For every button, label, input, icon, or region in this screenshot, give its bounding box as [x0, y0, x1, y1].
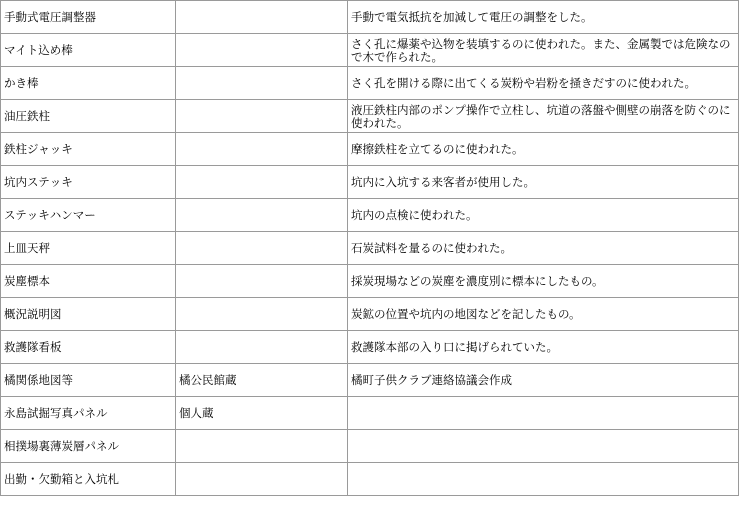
item-owner-cell	[176, 34, 348, 67]
item-name-cell: かき棒	[1, 67, 176, 100]
item-name-cell: 炭塵標本	[1, 265, 176, 298]
item-name-cell: 相撲場裏薄炭層パネル	[1, 430, 176, 463]
item-owner-cell: 橘公民館蔵	[176, 364, 348, 397]
table-row	[1, 166, 739, 199]
item-owner-cell	[176, 1, 348, 34]
table-row	[1, 1, 739, 34]
item-name-cell: 手動式電圧調整器	[1, 1, 176, 34]
table-row	[1, 67, 739, 100]
item-description-cell: 石炭試料を量るのに使われた。	[348, 232, 739, 265]
item-owner-cell	[176, 265, 348, 298]
item-name-cell: 上皿天秤	[1, 232, 176, 265]
table-row	[1, 430, 739, 463]
item-name-cell: 坑内ステッキ	[1, 166, 176, 199]
item-owner-cell	[176, 100, 348, 133]
item-description-cell: 坑内に入坑する来客者が使用した。	[348, 166, 739, 199]
item-name-cell: 概況説明図	[1, 298, 176, 331]
table-row	[1, 232, 739, 265]
table-row	[1, 199, 739, 232]
item-description-cell: さく孔を開ける際に出てくる炭粉や岩粉を掻きだすのに使われた。	[348, 67, 739, 100]
item-owner-cell	[176, 199, 348, 232]
item-description-cell	[348, 463, 739, 496]
table-row	[1, 463, 739, 496]
table-row	[1, 100, 739, 133]
item-name-cell: 救護隊看板	[1, 331, 176, 364]
item-owner-cell	[176, 133, 348, 166]
table-row	[1, 331, 739, 364]
table-row	[1, 298, 739, 331]
table-row	[1, 133, 739, 166]
item-description-cell: 坑内の点検に使われた。	[348, 199, 739, 232]
item-name-cell: ステッキハンマー	[1, 199, 176, 232]
item-description-cell: 手動で電気抵抗を加減して電圧の調整をした。	[348, 1, 739, 34]
item-name-cell: 永島試掘写真パネル	[1, 397, 176, 430]
item-owner-cell	[176, 430, 348, 463]
table-row	[1, 397, 739, 430]
item-name-cell: 油圧鉄柱	[1, 100, 176, 133]
item-description-cell: 摩擦鉄柱を立てるのに使われた。	[348, 133, 739, 166]
table-row	[1, 34, 739, 67]
item-description-cell: 炭鉱の位置や坑内の地図などを記したもの。	[348, 298, 739, 331]
item-owner-cell	[176, 463, 348, 496]
item-description-cell: 救護隊本部の入り口に掲げられていた。	[348, 331, 739, 364]
item-owner-cell: 個人蔵	[176, 397, 348, 430]
item-owner-cell	[176, 331, 348, 364]
item-description-cell: さく孔に爆薬や込物を装填するのに使われた。また、金属製では危険なので木で作られた。	[348, 34, 739, 67]
item-name-cell: マイト込め棒	[1, 34, 176, 67]
item-owner-cell	[176, 232, 348, 265]
item-name-cell: 鉄柱ジャッキ	[1, 133, 176, 166]
item-description-cell: 採炭現場などの炭塵を濃度別に標本にしたもの。	[348, 265, 739, 298]
item-description-cell	[348, 397, 739, 430]
item-name-cell: 橘関係地図等	[1, 364, 176, 397]
item-description-cell: 液圧鉄柱内部のポンプ操作で立柱し、坑道の落盤や側壁の崩落を防ぐのに使われた。	[348, 100, 739, 133]
item-owner-cell	[176, 166, 348, 199]
item-description-cell: 橘町子供クラブ連絡協議会作成	[348, 364, 739, 397]
item-owner-cell	[176, 298, 348, 331]
item-owner-cell	[176, 67, 348, 100]
item-description-cell	[348, 430, 739, 463]
table-row	[1, 364, 739, 397]
table-row	[1, 265, 739, 298]
item-name-cell: 出勤・欠勤箱と入坑札	[1, 463, 176, 496]
